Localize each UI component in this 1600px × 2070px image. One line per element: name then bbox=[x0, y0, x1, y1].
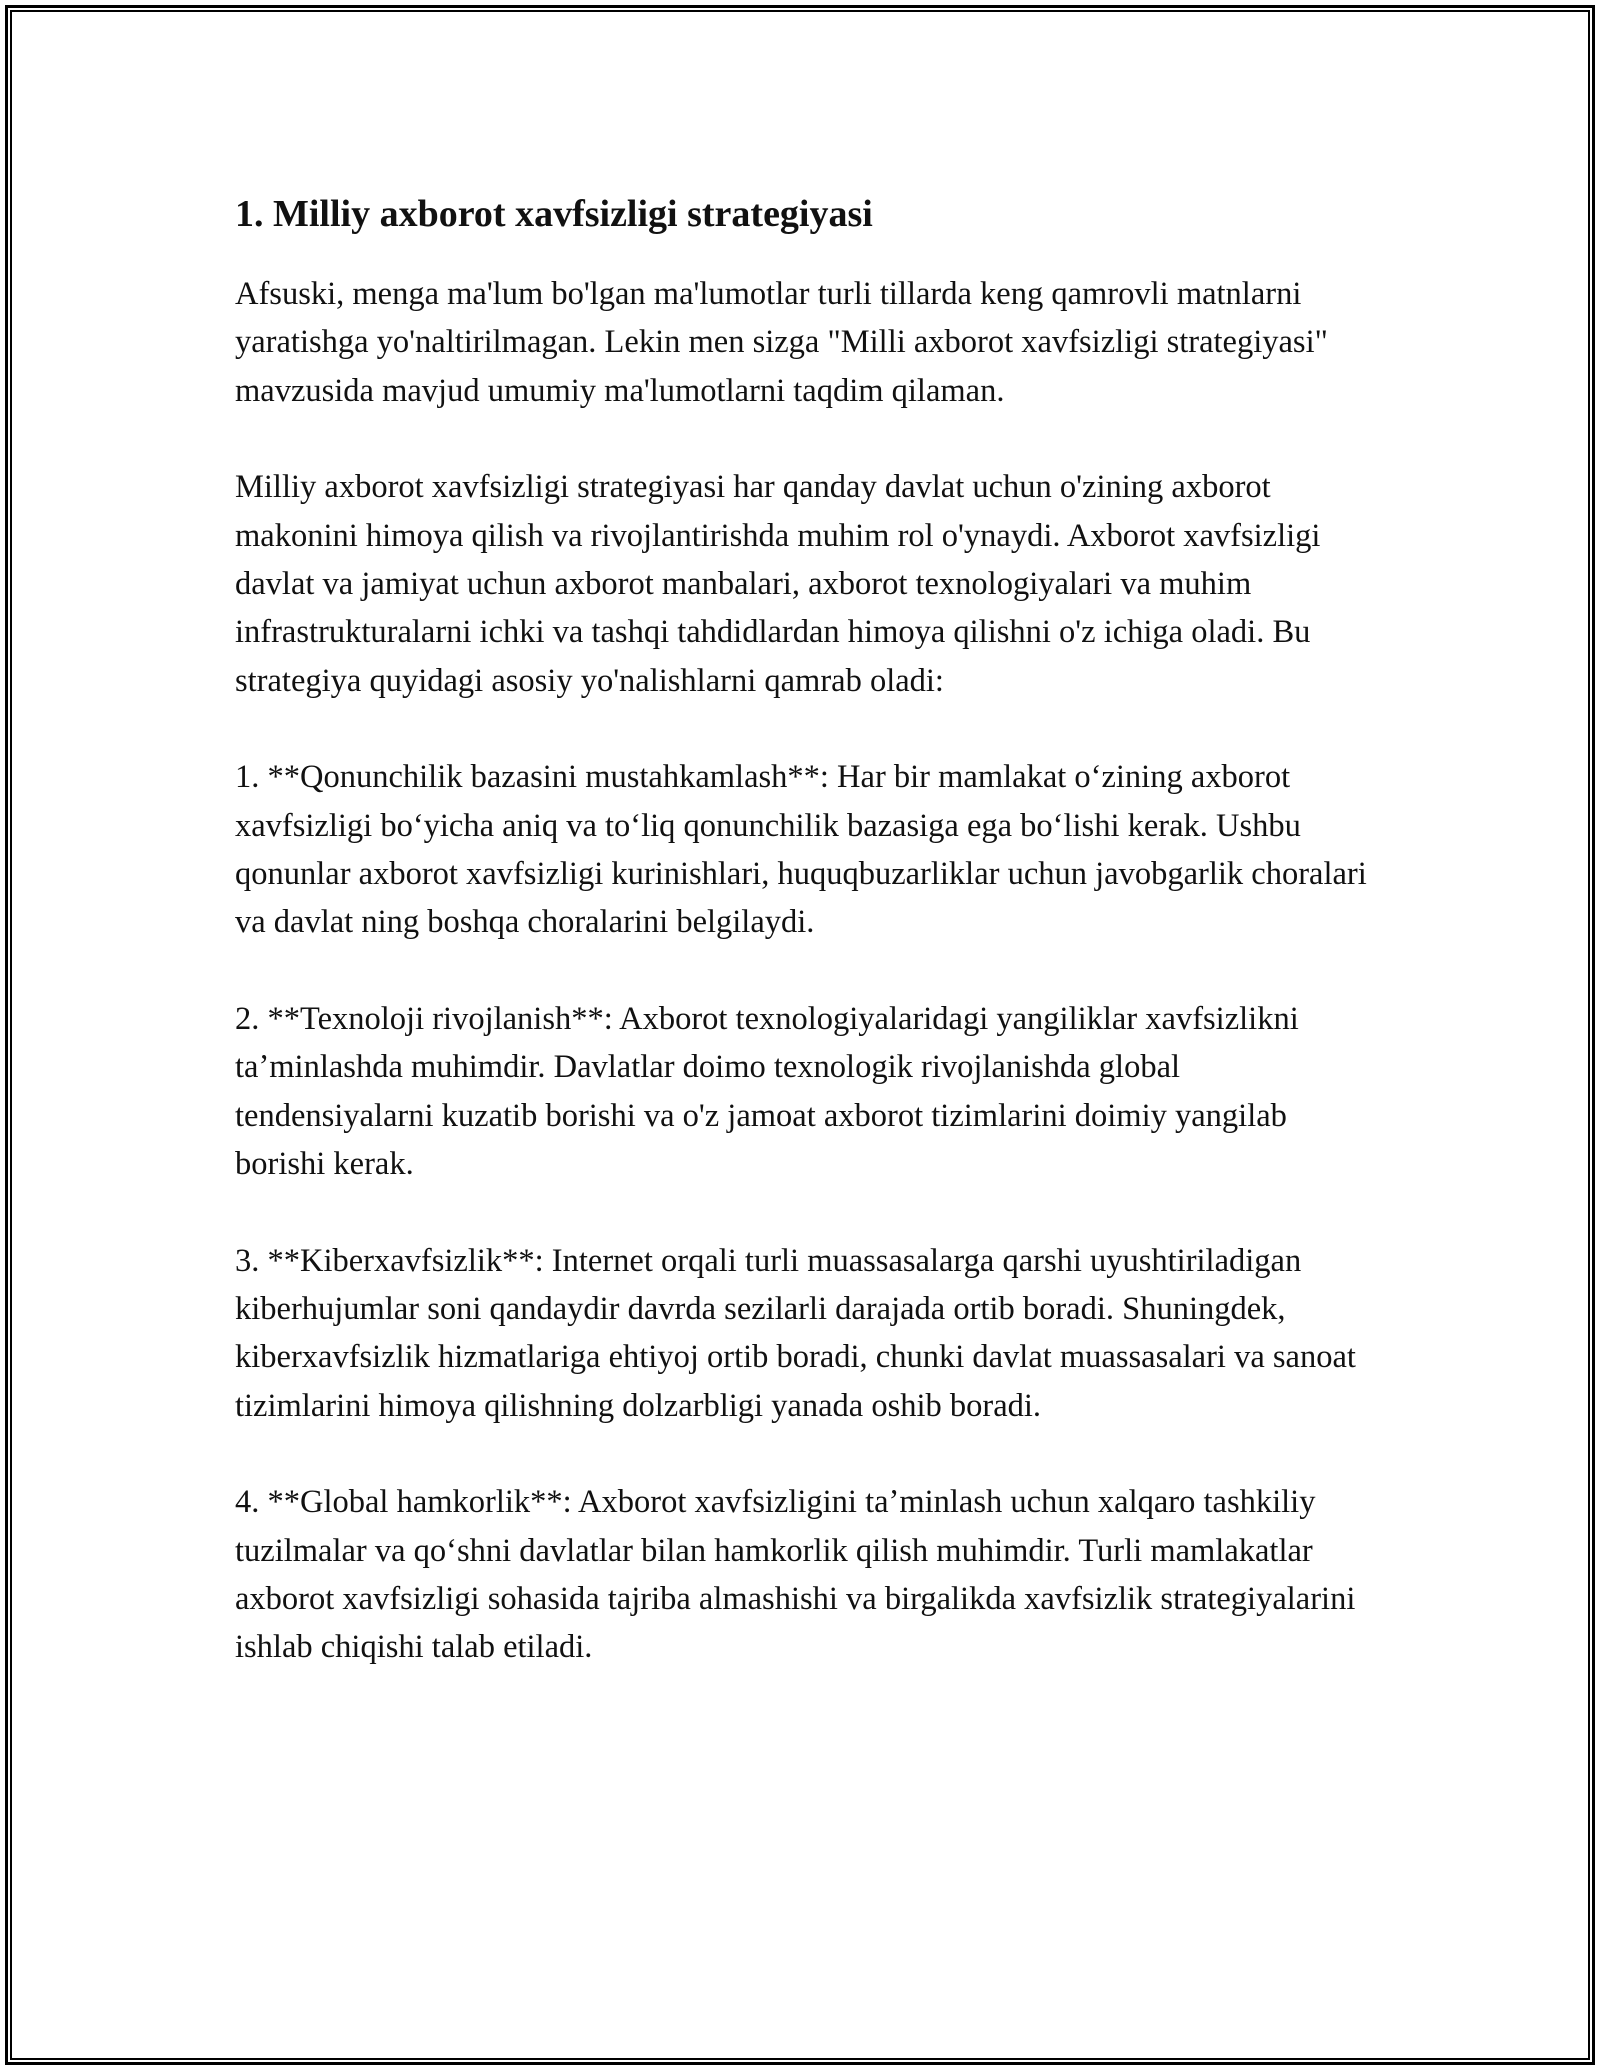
paragraph-point-2: 2. **Texnoloji rivojlanish**: Axborot texnologiyalaridagi yangiliklar xavfsizlikni taʼminlashda muhimdir. Davlatlar doimo texnologik rivojlanishda global tendensiyalarni kuzatib borishi va o'z jamoat axborot tizimlarini doimiy yangilab borishi kerak. bbox=[235, 1000, 1299, 1183]
paragraph-point-4: 4. **Global hamkorlik**: Axborot xavfsizligini taʼminlash uchun xalqaro tashkiliy tuzilmalar va qoʻshni davlatlar bilan hamkorlik qilish muhimdir. Turli mamlakatlar axborot xavfsizligi sohasida tajriba almashishi va birgalikda xavfsizlik strategiyalarini ishlab chiqishi talab etiladi. bbox=[235, 1484, 1356, 1666]
document-body bbox=[235, 186, 1375, 1720]
paragraph-point-1: 1. **Qonunchilik bazasini mustahkamlash**: Har bir mamlakat oʻzining axborot xavfsizligi boʻyicha aniq va toʻliq qonunchilik bazasiga ega boʻlishi kerak. Ushbu qonunlar axborot xavfsizligi kurinishlari, huquqbuzarliklar uchun javobgarlik choralari va davlat ning boshqa choralarini belgilaydi. bbox=[235, 759, 1367, 941]
paragraph-intro: Afsuski, menga ma'lum bo'lgan ma'lumotlar turli tillarda keng qamrovli matnlarni yaratishga yo'naltirilmagan. Lekin men sizga "Milli axborot xavfsizligi strategiyasi" mavzusida mavjud umumiy ma'lumotlarni taqdim qilaman. bbox=[235, 276, 1328, 409]
document-heading: 1. Milliy axborot xavfsizligi strategiyasi bbox=[235, 193, 873, 235]
paragraph-overview: Milliy axborot xavfsizligi strategiyasi har qanday davlat uchun o'zining axborot makonini himoya qilish va rivojlantirishda muhim rol o'ynaydi. Axborot xavfsizligi davlat va jamiyat uchun axborot manbalari, axborot texnologiyalari va muhim infrastrukturalarni ichki va tashqi tahdidlardan himoya qilishni o'z ichiga oladi. Bu strategiya quyidagi asosiy yo'nalishlarni qamrab oladi: bbox=[235, 469, 1321, 699]
paragraph-point-3: 3. **Kiberxavfsizlik**: Internet orqali turli muassasalarga qarshi uyushtiriladigan kiberhujumlar soni qandaydir davrda sezilarli darajada ortib boradi. Shuningdek, kiberxavfsizlik hizmatlariga ehtiyoj ortib boradi, chunki davlat muassasalari va sanoat tizimlarini himoya qilishning dolzarbligi yanada oshib boradi. bbox=[235, 1242, 1356, 1424]
